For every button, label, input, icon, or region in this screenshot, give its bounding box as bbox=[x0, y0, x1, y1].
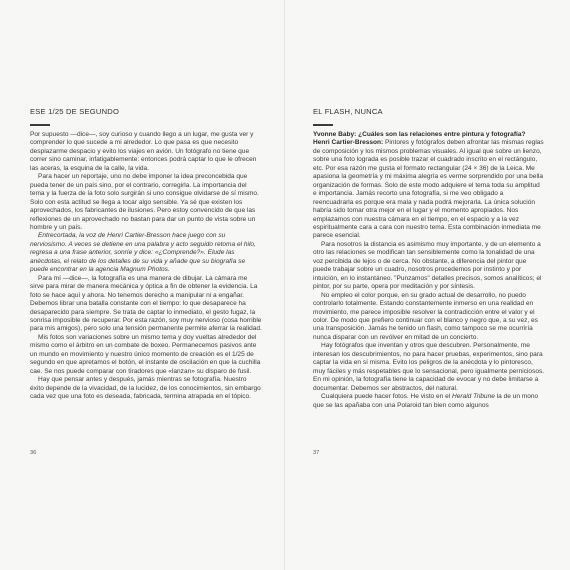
paragraph: Mis fotos son variaciones sobre un mismo tema y doy vueltas alrededor del mismo como el árbitro en un combate de boxeo. Permanecemos pasivos ante un mundo en movimiento y nuestro único momento de creación es el 1/25 de segundo en que apretamos el botón, el instante de oscilación en que la cuchilla cae. Se nos puede comparar con tiradores que «lanzan» su disparo de fusil. bbox=[30, 333, 261, 375]
paragraph: No empleo el color porque, en su grado actual de desarrollo, no puedo controlarlo totalmente. Estando constantemente inmerso en una realidad en movimiento, me parece imposible resolver la contradicción entre el valor y el color. De modo que prefiero continuar con el blanco y negro que, a su vez, es una transposición. Jamás he tenido un flash, como tampoco se me ocurriría nunca disparar con un revólver en mitad de un concierto. bbox=[313, 291, 538, 341]
paragraph: Para mí —dice—, la fotografía es una manera de dibujar. La cámara me sirve para mirar de manera mecánica y óptica a fin de obtener la evidencia. La foto se hace aquí y ahora. No tenemos derecho a manipular ni a engañar. Debemos librar una batalla constante con el tiempo: lo que desaparece ha desaparecido para siempre. Se trata de captar lo inmediato, el gesto fugaz, la sonrisa imposible de recuperar. Por esta razón, soy muy nervioso (cosa horrible para mis amigos), pero solo una tensión permanente permite aferrar la realidad. bbox=[30, 274, 262, 333]
title-rule bbox=[313, 124, 333, 126]
paragraph: Entrecortada, la voz de Henri Cartier-Bresson hace juego con su nerviosismo. A veces se detiene en una palabra y acto seguido retoma el hilo, regresa a una frase anterior, sonríe y dice: «¿Comprende?». Elude las anécdotas, el relato de los detalles de su vida y añade que su biografía se puede encontrar en la agencia Magnum Photos. bbox=[30, 232, 256, 274]
paragraph bbox=[313, 393, 545, 410]
answer-text: Pintores y fotógrafos deben afrontar las mismas reglas de composición y los mismos problemas visuales. Al igual que sobre un lienzo, sobre una foto lograda es posible trazar el cuadrado inscrito en el rectángulo, etc. Por esa razón me gusta el formato rectangular (24 × 36) de la Leica. Me apasiona la geometría y mi máxima alegría es verme sorprendido por una bella organización de formas. Solo de este modo adquiere el tema toda su amplitud e importancia. Jamás recorto una fotografía, si me veo obligado a reencuadrarla es porque era mala y nada podrá mejorarla. La única solución habría sido tomar otra mejor en el lugar y el momento apropiados. Nos emplazamos con nuestra cámara en el tiempo, en el espacio y a la vez espiritualmente cara a cara con nuestro tema. Esta combinación inmediata me parece esencial. bbox=[313, 139, 544, 240]
paragraph-text: la de un mono que se las apañaba con una Polaroid tan bien como algunos bbox=[313, 393, 539, 409]
paragraph: Por supuesto —dice—, soy curioso y cuando llego a un lugar, me gusta ver y comprender lo que sucede a mi alrededor. Lo que pasa es que necesito desplazarme despacio y evito los viajes en avión. Un fotógrafo no tiene que correr sino caminar, infatigablemente: entonces podrá captar lo que le ofrecen las aceras, la esquina de la calle, la vida. bbox=[30, 131, 257, 172]
publication-name: Herald Tribune bbox=[452, 393, 495, 401]
answer-paragraph bbox=[313, 139, 545, 240]
right-page bbox=[285, 0, 570, 570]
question-paragraph bbox=[313, 131, 545, 139]
paragraph-text: Cualquiera puede hacer fotos. He visto en el bbox=[321, 393, 453, 401]
title-rule bbox=[30, 124, 50, 126]
chapter-title: EL FLASH, NUNCA bbox=[313, 107, 383, 116]
body-text bbox=[313, 131, 545, 410]
question-label: Yvonne Baby: ¿Cuáles son las relaciones entre pintura y fotografía? bbox=[313, 131, 526, 138]
paragraph: Para hacer un reportaje, uno no debe imponer la idea preconcebida que pueda tener de un país sino, por el contrario, corregirla. La importancia del tema y la fuerza de la foto solo surgirán si uno consigue olvidarse de sí mismo. Solo con esta actitud se llega a tocar algo sensible. Ya sé que existen los aprovechados, los fabricantes de ilusiones. Pero estoy convencido de que las reflexiones de un aprovechado no bastan para dar un punto de vista sobre un hombre y un país. bbox=[30, 173, 259, 231]
page-number: 36 bbox=[30, 450, 37, 456]
paragraph: Para nosotros la distancia es asimismo muy importante, y de un elemento a otro las relaciones se modifican tan sensiblemente como la tonalidad de una voz percibida de lejos o de cerca. No obstante, a diferencia del pintor que puede trabajar sobre un cuadro, nosotros procedemos por instinto y por intuición, en lo instantáneo. "Punzamos" detalles precisos, somos analíticos; el pintor, por su parte, opera por meditación y por síntesis. bbox=[313, 240, 542, 291]
chapter-title: ESE 1/25 DE SEGUNDO bbox=[30, 107, 120, 116]
page-number: 37 bbox=[313, 450, 320, 456]
body-text bbox=[30, 131, 262, 402]
paragraph: Hay que pensar antes y después, jamás mientras se fotografía. Nuestro éxito depende de la vivacidad, de la lucidez, de los conocimientos, sin embargo cada vez que una foto es deseada, fabricada, termina atrapada en el tópico. bbox=[30, 376, 261, 401]
paragraph: Hay fotógrafos que inventan y otros que descubren. Personalmente, me interesan los descubrimientos, no para hacer pruebas, experimentos, sino para captar la vida en sí misma. Evito los peligros de la anécdota y lo pintoresco, muy fáciles y más respetables que lo sensacional, pero igualmente perniciosos. En mi opinión, la fotografía tiene la capacidad de evocar y no debe limitarse a documentar. Debemos ser abstractos, del natural. bbox=[313, 342, 545, 392]
speaker-label: Henri Cartier-Bresson: bbox=[313, 139, 384, 147]
